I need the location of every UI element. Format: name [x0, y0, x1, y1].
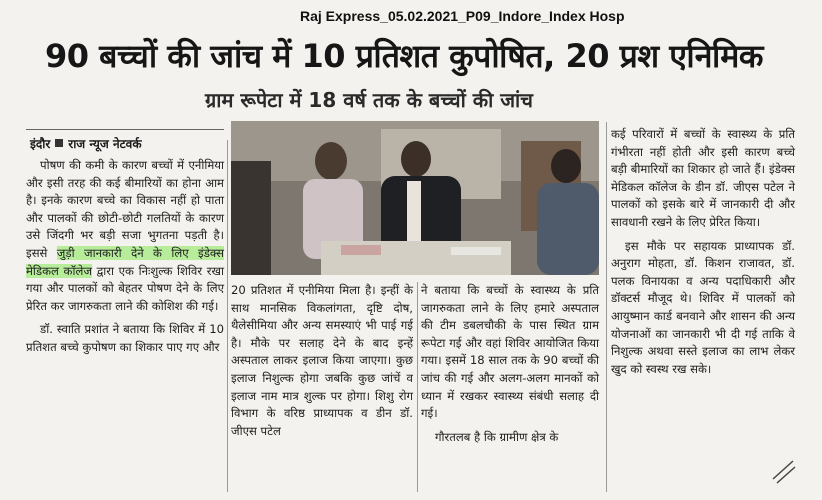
dateline-agency: राज न्यूज नेटवर्क	[68, 137, 142, 151]
headline: 90 बच्चों की जांच में 10 प्रतिशत कुपोषित, 20 प्रश एनिमिक	[45, 37, 763, 75]
dateline-city: इंदौर	[30, 137, 51, 151]
source-label: Raj Express_05.02.2021_P09_Indore_Index Hosp	[300, 8, 625, 24]
news-photo	[231, 121, 599, 275]
column-3-paragraph-1: ने बताया कि बच्चों के स्वास्थ्य के प्रति जागरुकता लाने के लिए हमारे अस्पताल की टीम डबलचौकी के पास स्थित ग्राम रूपेटा गई और वहां शिविर आयोजित किया गया। इसमें 18 साल तक के 90 बच्चों की जांच की गई और अलग-अलग मानकों को ध्यान में रखकर स्वास्थ्य संबंधी सलाह दी गई।	[421, 283, 599, 421]
column-rule	[417, 282, 418, 492]
column-1-paragraph-1: पोषण की कमी के कारण बच्चों में एनीमिया और इसी तरह की कई बीमारियों का होना आम है। इनके कारण बच्चे का विकास नहीं हो पाता और पालकों की छोटी-छोटी गलतियों के कारण उसे जिंदगी भर बड़ी सजा भुगतना पड़ती है। इससे जुड़ी जानकारी देने के लिए इंडेक्स मेडिकल कॉलेज द्वारा एक निःशुल्क शिविर रखा गया और पालकों को बेहतर पोषण देने के लिए प्रेरित कर जागरुकता लाने की कोशिश की गई।	[26, 158, 225, 313]
column-4-paragraph-2: इस मौके पर सहायक प्राध्यापक डॉ. अनुराग मोहता, डॉ. किशन राजावत, डॉ. पलक विनायका व अन्य पदाधिकारी और डॉक्टर्स मौजूद थे। शिविर में पालकों को आयुष्मान कार्ड बनवाने और शासन की अन्य योजनाओं का जानकारी भी दी गई ताकि वे निशुल्क अथवा सस्ते इलाज का लाभ लेकर खुद को स्वस्थ रख सके।	[611, 238, 795, 376]
camp-photo-graphic	[231, 121, 599, 275]
column-1-paragraph-2: डॉ. स्वाति प्रशांत ने बताया कि शिविर में 10 प्रतिशत बच्चे कुपोषण का शिकार पाए गए और	[26, 322, 224, 354]
column-rule	[606, 122, 607, 492]
highlighted-text: जुड़ी जानकारी देने के लिए इंडेक्स मेडिकल कॉलेज	[26, 245, 225, 278]
column-4-paragraph-1: कई परिवारों में बच्चों के स्वास्थ्य के प्रति गंभीरता नहीं होती और इसी कारण बच्चे बड़ी बीमारियों का शिकार हो जाते हैं। इंडेक्स मेडिकल कॉलेज के डीन डॉ. जीएस पटेल ने पालकों को इसके बारे में जानकारी दी और सावधानी रखने के लिए प्रेरित किया।	[611, 127, 795, 229]
article-column-1	[26, 157, 224, 357]
end-mark-icon	[771, 455, 797, 485]
dateline	[30, 135, 190, 152]
column-rule	[227, 140, 228, 492]
divider	[26, 129, 224, 130]
square-bullet-icon	[55, 139, 63, 147]
article-column-2	[231, 282, 413, 440]
article-column-4	[611, 126, 795, 378]
column-2-paragraph-1: 20 प्रतिशत में एनीमिया मिला है। इन्हीं के साथ मानसिक विकलांगता, दृष्टि दोष, थैलेसीमिया और अन्य समस्याएं भी पाई गई है। मौके पर सलाह देने के बाद इन्हें अस्पताल लाकर इलाज किया जाएगा। कुछ इलाज निशुल्क होगा जबकि कुछ जांचें व इलाज नाम मात्र शुल्क पर होगा। शिशु रोग विभाग के वरिष्ठ प्राध्यापक व डीन डॉ. जीएस पटेल	[231, 283, 413, 438]
column-3-paragraph-2: गौरतलब है कि ग्रामीण क्षेत्र के	[435, 429, 559, 444]
subheadline: ग्राम रूपेटा में 18 वर्ष तक के बच्चों की जांच	[205, 88, 533, 112]
article-column-3	[421, 282, 599, 446]
